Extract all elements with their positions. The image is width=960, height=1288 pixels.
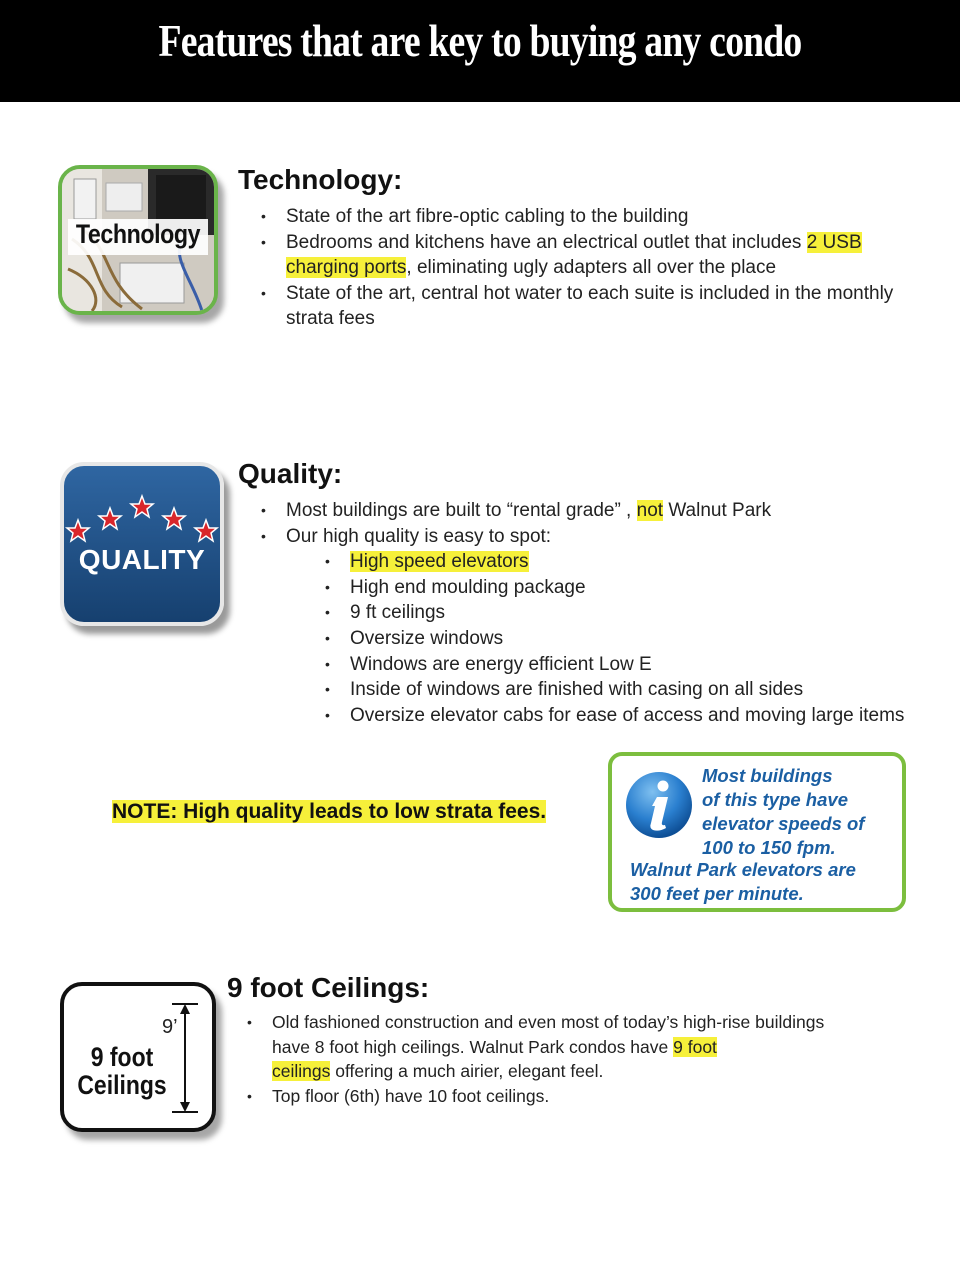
info-line: 100 to 150 fpm.	[702, 837, 836, 858]
list-item: • Our high quality is easy to spot: • High speed elevators • High end moulding package • 9 ft ceilings • Oversize windows • Windows are energy efficient Low E • Inside of windows are finished with casing on all sides • Oversize elevator cabs for ease of access and moving large items	[258, 524, 918, 729]
list-item: • Oversize elevator cabs for ease of access and moving large items	[322, 703, 918, 729]
info-line: Most buildings	[702, 765, 833, 786]
list-item: • Windows are energy efficient Low E	[322, 652, 918, 678]
technology-list	[258, 204, 908, 332]
technology-icon	[58, 165, 218, 315]
ceilings-dimension: 9’	[162, 1016, 178, 1038]
list-item: • Oversize windows	[322, 626, 918, 652]
list-item: • State of the art, central hot water to each suite is included in the monthly strata fees	[258, 281, 908, 332]
quality-title: Quality:	[238, 458, 343, 489]
list-item: • 9 ft ceilings	[322, 600, 918, 626]
list-item: • Inside of windows are finished with casing on all sides	[322, 677, 918, 703]
quality-sublist	[322, 549, 918, 728]
quality-icon	[60, 462, 224, 626]
list-item: • High end moulding package	[322, 575, 918, 601]
highlight: charging ports	[286, 257, 407, 279]
ceilings-icon-line1: 9 foot	[90, 1042, 154, 1072]
ceilings-icon	[60, 982, 216, 1132]
info-line: of this type have	[702, 789, 848, 810]
ceilings-icon-line2: Ceilings	[77, 1070, 167, 1100]
list-item	[322, 549, 918, 575]
list-item: • Top floor (6th) have 10 foot ceilings.	[244, 1084, 864, 1109]
highlight: High speed elevators	[350, 551, 529, 573]
ceilings-list	[244, 1010, 864, 1108]
ceilings-title: 9 foot Ceilings:	[227, 972, 430, 1003]
info-line: Walnut Park elevators are	[630, 859, 856, 880]
highlight: 2 USB	[806, 231, 862, 253]
list-item: • Most buildings are built to “rental grade” , not Walnut Park	[258, 498, 918, 524]
list-item: • State of the art fibre-optic cabling to the building	[258, 204, 908, 230]
highlight: 9 foot	[673, 1036, 717, 1057]
list-item: • Bedrooms and kitchens have an electrical outlet that includes 2 USB charging ports, eliminating ugly adapters all over the place	[258, 230, 908, 281]
technology-title: Technology:	[238, 164, 403, 195]
header-banner	[0, 0, 960, 102]
info-line: elevator speeds of	[702, 813, 865, 834]
page-title: Features that are key to buying any condo	[158, 15, 802, 66]
note-text: NOTE: High quality leads to low strata fees.	[112, 800, 547, 823]
info-icon	[624, 770, 694, 840]
technology-icon-label: Technology	[75, 219, 201, 249]
info-line: 300 feet per minute.	[630, 883, 804, 904]
quality-list	[258, 498, 918, 728]
quality-icon-label: QUALITY	[78, 544, 206, 575]
highlight: not	[636, 500, 664, 521]
list-item: • Old fashioned construction and even most of today’s high-rise buildings have 8 foot high ceilings. Walnut Park condos have 9 foot ceilings offering a much airier, elegant feel.	[244, 1010, 864, 1084]
highlight: ceilings	[272, 1061, 331, 1081]
info-box	[608, 752, 906, 912]
